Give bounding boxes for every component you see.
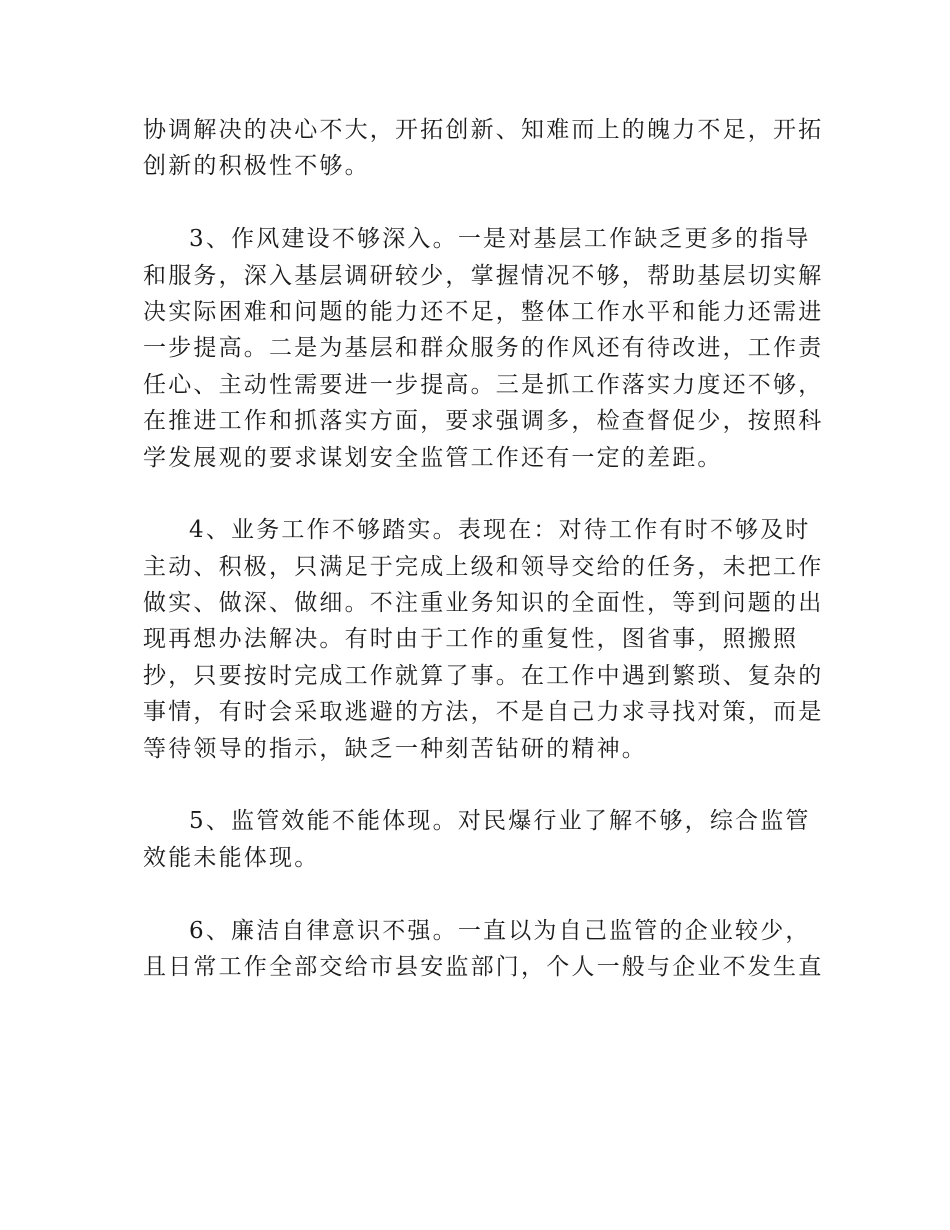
paragraph-spacer — [143, 876, 813, 912]
text-line: 现再想办法解决。有时由于工作的重复性，图省事，照搬照 — [143, 626, 799, 653]
paragraph-spacer — [143, 767, 813, 803]
paragraph-spacer — [143, 476, 813, 512]
text-line: 效能未能体现。 — [143, 844, 320, 871]
text-line: 主动、积极，只满足于完成上级和领导交给的任务，未把工作 — [143, 553, 824, 580]
text-line: 做实、做深、做细。不注重业务知识的全面性，等到问题的出 — [143, 590, 824, 617]
text-line: 6、廉洁自律意识不强。一直以为自己监管的企业较少， — [189, 917, 811, 944]
text-line: 创新的积极性不够。 — [143, 153, 370, 180]
text-line: 一步提高。二是为基层和群众服务的作风还有待改进，工作责 — [143, 335, 824, 362]
text-line: 学发展观的要求谋划安全监管工作还有一定的差距。 — [143, 444, 723, 471]
text-line: 等待领导的指示，缺乏一种刻苦钻研的精神。 — [143, 735, 647, 762]
document-body — [143, 112, 824, 985]
paragraph-item-4 — [143, 512, 824, 767]
text-line: 在推进工作和抓落实方面，要求强调多，检查督促少，按照科 — [143, 408, 824, 435]
text-line: 事情，有时会采取逃避的方法，不是自己力求寻找对策，而是 — [143, 699, 824, 726]
paragraph-item-5 — [143, 803, 813, 876]
text-line: 和服务，深入基层调研较少，掌握情况不够，帮助基层切实解 — [143, 262, 824, 289]
paragraph-item-3 — [143, 221, 824, 476]
text-line: 决实际困难和问题的能力还不足，整体工作水平和能力还需进 — [143, 298, 824, 325]
paragraph-continuation — [143, 112, 824, 185]
paragraph-item-6 — [143, 913, 824, 986]
text-line: 5、监管效能不能体现。对民爆行业了解不够，综合监管 — [189, 808, 811, 835]
text-line: 4、业务工作不够踏实。表现在：对待工作有时不够及时 — [189, 517, 811, 544]
text-line: 3、作风建设不够深入。一是对基层工作缺乏更多的指导 — [189, 226, 811, 253]
text-line: 任心、主动性需要进一步提高。三是抓工作落实力度还不够， — [143, 371, 824, 398]
text-line: 抄，只要按时完成工作就算了事。在工作中遇到繁琐、复杂的 — [143, 662, 824, 689]
text-line: 且日常工作全部交给市县安监部门，个人一般与企业不发生直 — [143, 953, 824, 980]
text-line: 协调解决的决心不大，开拓创新、知难而上的魄力不足，开拓 — [143, 117, 824, 143]
paragraph-spacer — [143, 185, 813, 221]
